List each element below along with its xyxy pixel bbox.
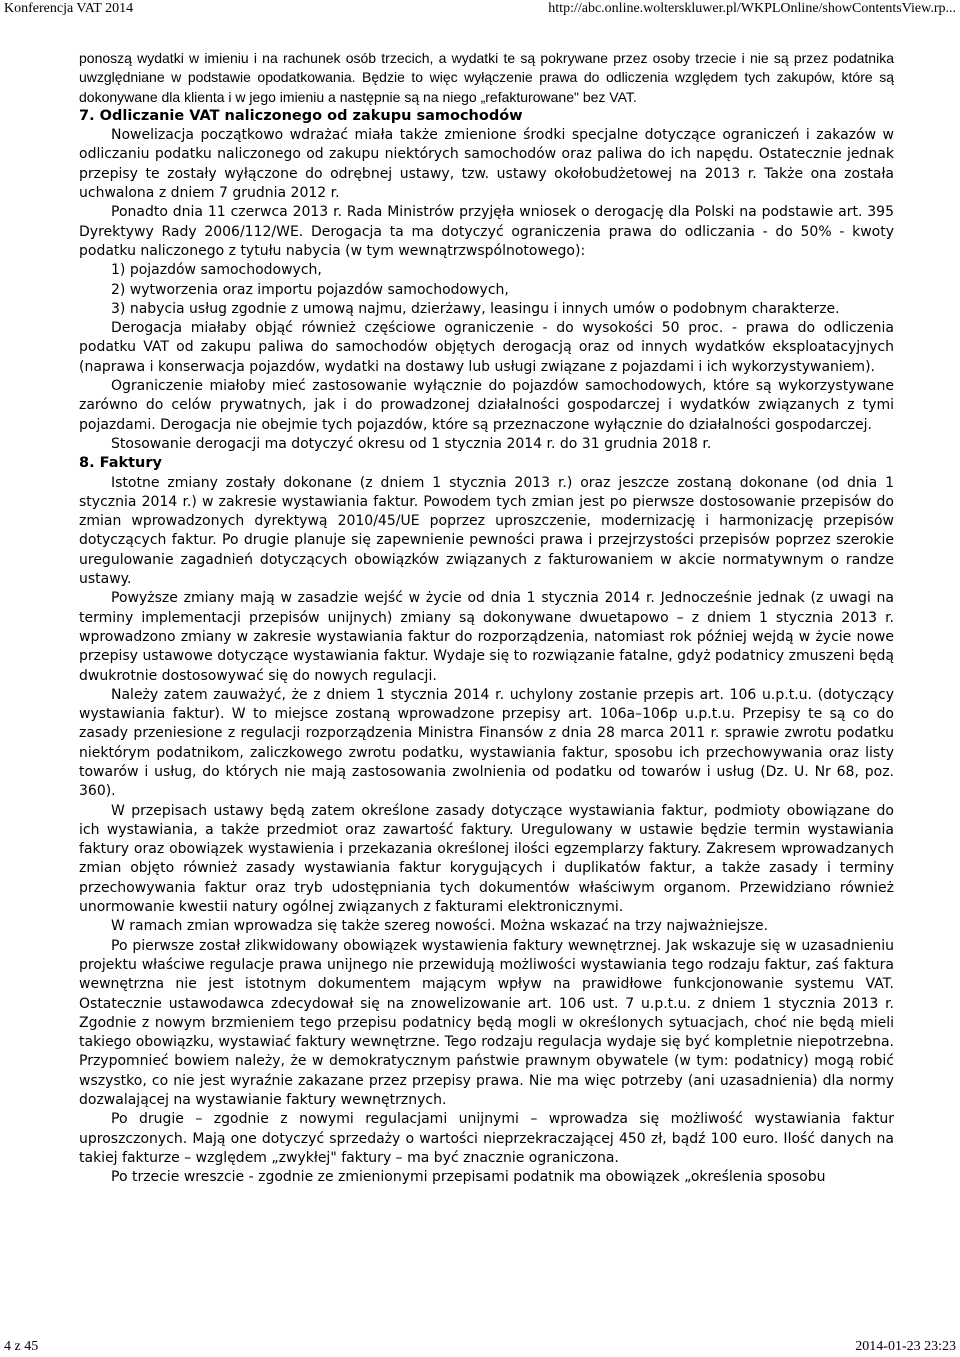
- paragraph: Po drugie – zgodnie z nowymi regulacjami unijnymi – wprowadza się możliwość wystawiania faktur uproszczonych. Mają one dotyczyć sprzedaży o wartości nieprzekraczającej 450 zł, bądź 100 euro. Ilość danych na takiej fakturze – względem „zwykłej" faktury – ma być znacznie ograniczona.: [79, 1111, 894, 1166]
- document-body: [79, 49, 894, 1188]
- print-footer: [4, 1338, 956, 1356]
- intro-paragraph: ponoszą wydatki w imieniu i na rachunek osób trzecich, a wydatki te są pokrywane przez osoby trzecie i nie są przez podatnika uwzględniane w podstawie opodatkowania. Będzie to więc wyłączenie prawa do odliczenia względem tych zakupów, które są dokonywane dla klienta i w jego imieniu a następnie są na niego „refakturowane" bez VAT.: [79, 50, 894, 105]
- section-7-heading: 7. Odliczanie VAT naliczonego od zakupu samochodów: [79, 107, 523, 124]
- paragraph: Należy zatem zauważyć, że z dniem 1 stycznia 2014 r. uchylony zostanie przepis art. 106 u.p.t.u. (dotyczący wystawiania faktur). W to miejsce zostaną wprowadzone przepisy art. 106a–106p u.p.t.u. Przepisy te są co do zasady przeniesione z regulacji rozporządzenia Ministra Finansów z dnia 28 marca 2011 r. sprawie zwrotu podatku niektórym podatnikom, zaliczkowego zwrotu podatku, wystawiania faktur, sposobu ich przechowywania oraz listy towarów i usług, do których nie mają zastosowania zwolnienia od podatku od towarów i usług (Dz. U. Nr 68, poz. 360).: [79, 686, 894, 800]
- page-number: 4 z 45: [4, 1339, 39, 1354]
- paragraph: Po trzecie wreszcie - zgodnie ze zmienionymi przepisami podatnik ma obowiązek „określenia sposobu: [111, 1169, 826, 1186]
- paragraph: Derogacja miałaby objąć również częściowe ograniczenie - do wysokości 50 proc. - prawa do odliczenia podatku VAT od zakupu paliwa do samochodów objętych derogacją oraz od innych wydatków eksploatacyjnych (naprawa i konserwacja pojazdów, wydatki na dostawy lub usługi związane z pojazdami i ich wykorzystywaniem).: [79, 320, 894, 375]
- paragraph: Po pierwsze został zlikwidowany obowiązek wystawienia faktury wewnętrznej. Jak wskazuje się w uzasadnieniu projektu właściwe regulacje prawa unijnego nie przewidują możliwości wystawiania tego rodzaju faktur, zaś faktura wewnętrzna nie jest istotnym dokumentem mającym wpływ na prawidłowe funkcjonowanie systemu VAT. Ostatecznie ustawodawca zdecydował się na znowelizowanie art. 106 ust. 7 u.p.t.u. z dniem 1 stycznia 2013 r. Zgodnie z nowym brzmieniem tego przepisu podatnicy będą mogli w określonych sytuacjach, choć nie będą mieli takiego obowiązku, wystawiać faktury wewnętrzne. Tego rodzaju regulacja wydaje się być kompletnie niepotrzebna. Przypomnieć bowiem należy, że w demokratycznym państwie prawnym obywatele (w tym: podatnicy) mogą robić wszystko, co nie jest wyraźnie zakazane przez przepisy prawa. Nie ma więc potrzeby (ani uzasadnienia) dla normy dozwalającej na wystawianie faktury wewnętrznych.: [79, 937, 894, 1109]
- list-item: 1) pojazdów samochodowych,: [111, 262, 322, 279]
- paragraph: Ograniczenie miałoby mieć zastosowanie wyłącznie do pojazdów samochodowych, które są wykorzystywane zarówno do celów prywatnych, jak i do prowadzonej działalności gospodarczej i wydatków związanych z tymi pojazdami. Derogacja nie obejmie tych pojazdów, które są przeznaczone wyłącznie do działalności gospodarczej.: [79, 378, 894, 433]
- paragraph: Nowelizacja początkowo wdrażać miała także zmienione środki specjalne dotyczące ograniczeń i zakazów w odliczaniu podatku naliczonego od zakupu niektórych samochodów oraz paliwa do ich napędu. Ostatecznie jednak przepisy te zostały wyłączone do odrębnej ustawy, tzw. ustawy okołobudżetowej na 2013 r. Także ona została uchwalona z dniem 7 grudnia 2012 r.: [79, 127, 894, 202]
- section-8-heading: 8. Faktury: [79, 455, 162, 472]
- paragraph: Ponadto dnia 11 czerwca 2013 r. Rada Ministrów przyjęła wniosek o derogację dla Polski na podstawie art. 395 Dyrektywy Rady 2006/112/WE. Derogacja ta ma dotyczyć ograniczenia prawa do odliczania - do 50% - kwoty podatku naliczonego z tytułu nabycia (w tym wewnątrzwspólnotowego):: [79, 204, 894, 259]
- paragraph: W przepisach ustawy będą zatem określone zasady dotyczące wystawiania faktur, podmioty obowiązane do ich wystawiania, a także przedmiot oraz zawartość faktury. Uregulowany w ustawie będzie termin wystawiania faktury oraz obowiązek wystawienia i przekazania określonej ilości egzemplarzy faktury. Zakresem wprowadzanych zmian objęto również zasady wystawiania faktur korygujących i duplikatów faktur, a także zasady i terminy przechowywania faktur oraz tryb udostępniania tych dokumentów właściwym organom. Przewidziano również unormowanie kwestii natury ogólnej związanych z fakturami elektronicznymi.: [79, 802, 894, 916]
- document-title: Konferencja VAT 2014: [4, 1, 134, 16]
- paragraph: Powyższe zmiany mają w zasadzie wejść w życie od dnia 1 stycznia 2014 r. Jednocześnie jednak (z uwagi na terminy implementacji przepisów unijnych) zmiany są dokonywane dwuetapowo – z dniem 1 stycznia 2013 r. wprowadzono zmiany w zakresie wystawiania faktur do rozporządzenia, natomiast rok później wejdą w życie nowe przepisy ustawowe dotyczące wystawiania faktur. Wydaje się to rozwiązanie fatalne, gdyż podatnicy zmuszeni będą dwukrotnie dostosowywać się do nowych regulacji.: [79, 590, 894, 684]
- list-item: 3) nabycia usług zgodnie z umową najmu, dzierżawy, leasingu i innych umów o podobnym charakterze.: [111, 300, 840, 317]
- paragraph: W ramach zmian wprowadza się także szereg nowości. Można wskazać na trzy najważniejsze.: [111, 918, 769, 935]
- print-header: [4, 0, 956, 18]
- paragraph: Stosowanie derogacji ma dotyczyć okresu od 1 stycznia 2014 r. do 31 grudnia 2018 r.: [111, 435, 712, 452]
- print-timestamp: 2014-01-23 23:23: [855, 1339, 956, 1354]
- document-url[interactable]: http://abc.online.wolterskluwer.pl/WKPLOnline/showContentsView.rp...: [548, 1, 956, 16]
- list-item: 2) wytworzenia oraz importu pojazdów samochodowych,: [111, 281, 509, 298]
- paragraph: Istotne zmiany zostały dokonane (z dniem 1 stycznia 2013 r.) oraz jeszcze zostaną dokonane (od dnia 1 stycznia 2014 r.) w zakresie wystawiania faktur. Powodem tych zmian jest po pierwsze dostosowanie przepisów do zmian wprowadzonych dyrektywą 2010/45/UE poprzez uproszczenie, modernizację i harmonizację przepisów dotyczących faktur. Po drugie planuje się zapewnienie pewności prawa i przejrzystości przepisów poprzez szerokie uregulowanie zagadnień dotyczących obowiązków związanych z fakturowaniem w akcie normatywnym o randze ustawy.: [79, 474, 894, 588]
